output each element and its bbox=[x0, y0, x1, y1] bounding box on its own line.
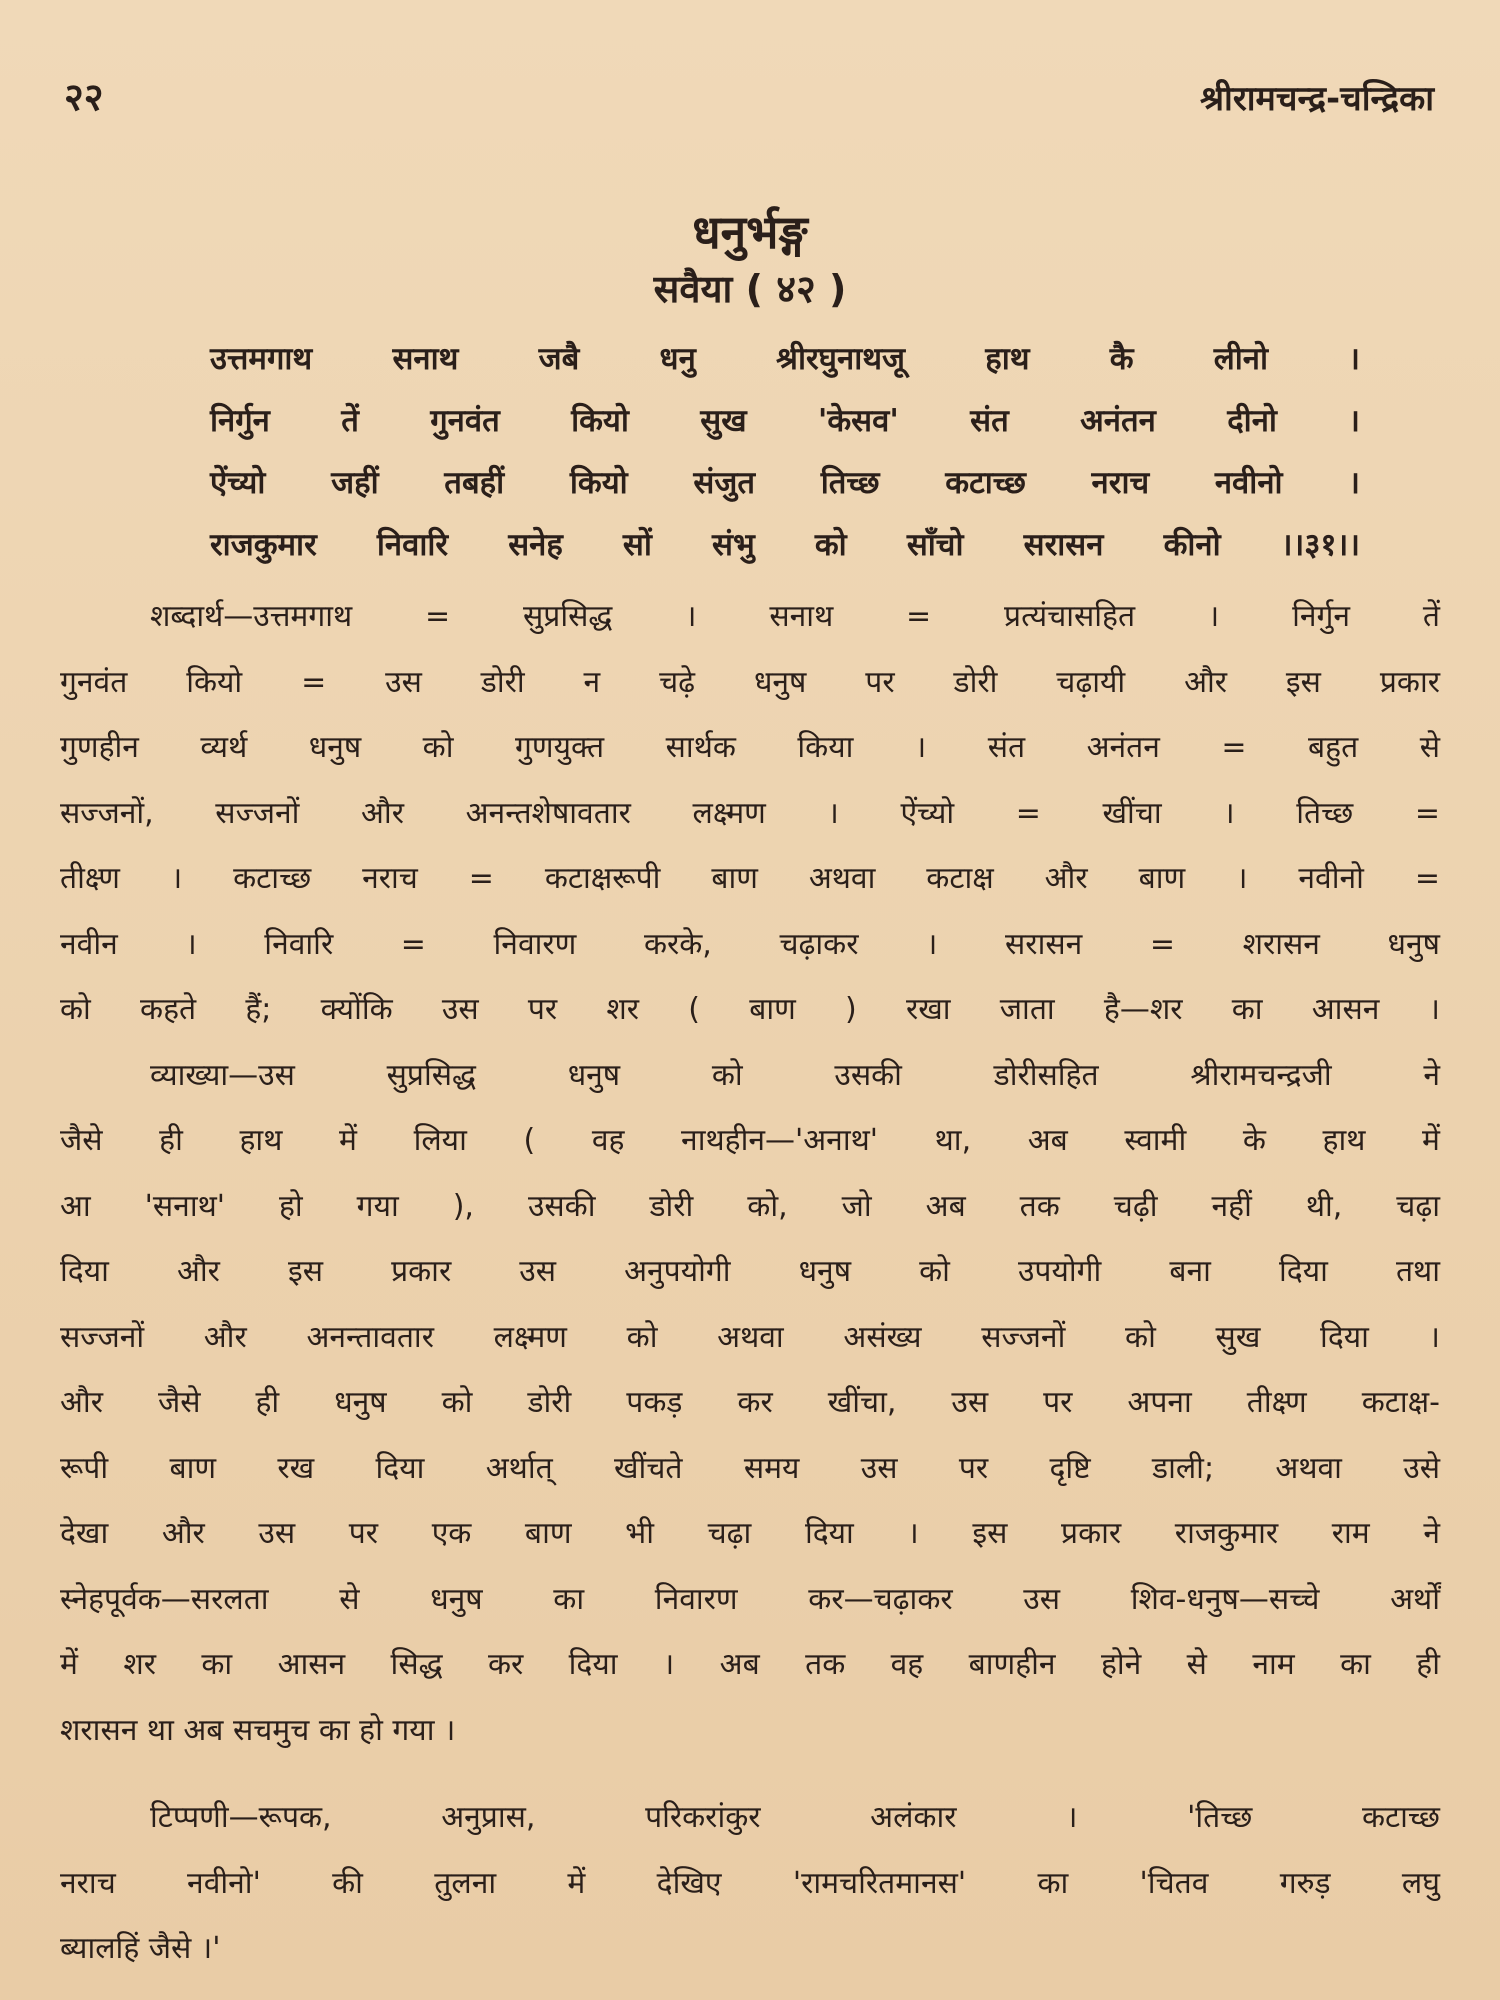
text-line: आ 'सनाथ' हो गया ), उसकी डोरी को, जो अब तक चढ़ी नहीं थी, चढ़ा bbox=[60, 1188, 1440, 1224]
text-line: को कहते हैं; क्योंकि उस पर शर ( बाण ) रखा जाता है—शर का आसन । bbox=[60, 992, 1440, 1027]
tippani-paragraph bbox=[60, 1785, 1440, 1982]
verse-line: उत्तमगाथ सनाथ जबै धनु श्रीरघुनाथजू हाथ कै लीनो । bbox=[210, 341, 1360, 377]
text-line: व्याख्या—उस सुप्रसिद्ध धनुष को उसकी डोरीसहित श्रीरामचन्द्रजी ने bbox=[150, 1057, 1440, 1093]
text-line: शरासन था अब सचमुच का हो गया । bbox=[60, 1712, 456, 1748]
text-line: टिप्पणी—रूपक, अनुप्रास, परिकरांकुर अलंकार । 'तिच्छ कटाच्छ bbox=[150, 1800, 1440, 1835]
text-line: शब्दार्थ—उत्तमगाथ = सुप्रसिद्ध । सनाथ = प्रत्यंचासहित । निर्गुन तें bbox=[150, 599, 1440, 634]
text-line: देखा और उस पर एक बाण भी चढ़ा दिया । इस प्रकार राजकुमार राम ने bbox=[60, 1516, 1440, 1551]
text-line: जैसे ही हाथ में लिया ( वह नाथहीन—'अनाथ' था, अब स्वामी के हाथ में bbox=[60, 1123, 1440, 1158]
vyakhya-paragraph bbox=[60, 1043, 1440, 1764]
text-line: और जैसे ही धनुष को डोरी पकड़ कर खींचा, उस पर अपना तीक्ष्ण कटाक्ष- bbox=[60, 1385, 1440, 1420]
verse-form-heading: सवैया ( ४२ ) bbox=[653, 267, 847, 311]
text-line: गुनवंत कियो = उस डोरी न चढ़े धनुष पर डोरी चढ़ायी और इस प्रकार bbox=[60, 664, 1440, 700]
verse-line: निर्गुन तें गुनवंत कियो सुख 'केसव' संत अनंतन दीनो । bbox=[210, 403, 1360, 439]
text-line: सज्जनों और अनन्तावतार लक्ष्मण को अथवा असंख्य सज्जनों को सुख दिया । bbox=[60, 1319, 1440, 1355]
verse bbox=[210, 328, 1360, 576]
paragraph-gap bbox=[60, 1763, 1440, 1785]
section-title: धनुर्भङ्ग bbox=[692, 205, 808, 259]
text-line: स्नेहपूर्वक—सरलता से धनुष का निवारण कर—चढ़ाकर उस शिव-धनुष—सच्चे अर्थों bbox=[60, 1581, 1440, 1617]
book-title: श्रीरामचन्द्र-चन्द्रिका bbox=[1199, 79, 1434, 119]
text-line: नराच नवीनो' की तुलना में देखिए 'रामचरितमानस' का 'चितव गरुड़ लघु bbox=[60, 1865, 1440, 1901]
text-line: दिया और इस प्रकार उस अनुपयोगी धनुष को उपयोगी बना दिया तथा bbox=[60, 1254, 1440, 1289]
running-head bbox=[60, 70, 1440, 140]
page-number: २२ bbox=[64, 75, 104, 119]
text-line: ब्यालहिं जैसे ।' bbox=[60, 1931, 221, 1966]
text-line: रूपी बाण रख दिया अर्थात् खींचते समय उस पर दृष्टि डाली; अथवा उसे bbox=[60, 1450, 1440, 1486]
text-line: तीक्ष्ण । कटाच्छ नराच = कटाक्षरूपी बाण अथवा कटाक्ष और बाण । नवीनो = bbox=[60, 861, 1440, 896]
text-line: गुणहीन व्यर्थ धनुष को गुणयुक्त सार्थक किया । संत अनंतन = बहुत से bbox=[60, 730, 1440, 765]
verse-line: राजकुमार निवारि सनेह सों संभु को साँचो सरासन कीनो ।।३१।। bbox=[210, 527, 1360, 563]
text-line: सज्जनों, सज्जनों और अनन्तशेषावतार लक्ष्मण । ऐंच्यो = खींचा । तिच्छ = bbox=[60, 795, 1440, 831]
verse-line: ऐंच्यो जहीं तबहीं कियो संजुत तिच्छ कटाच्छ नराच नवीनो । bbox=[210, 465, 1360, 501]
text-line: में शर का आसन सिद्ध कर दिया । अब तक वह बाणहीन होने से नाम का ही bbox=[60, 1647, 1440, 1682]
shabdarth-paragraph bbox=[60, 584, 1440, 1043]
text-line: नवीन । निवारि = निवारण करके, चढ़ाकर । सरासन = शरासन धनुष bbox=[60, 926, 1440, 962]
